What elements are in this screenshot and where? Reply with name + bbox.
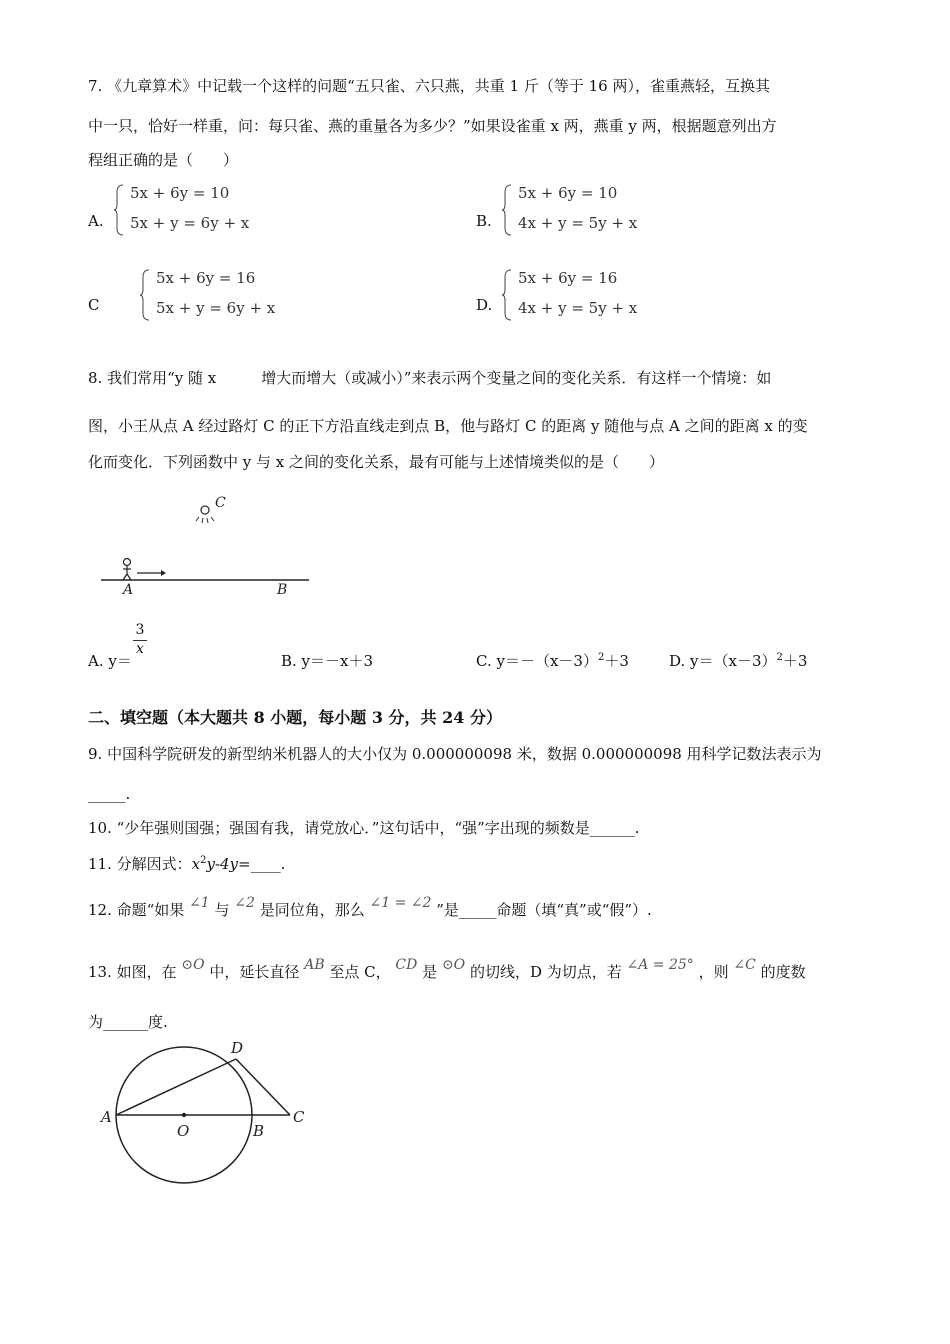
brace-icon [140,269,150,321]
q13-part3: 至点 C， [329,963,391,981]
q7-option-d-eq1: 5x + 6y = 16 [518,269,618,287]
q7-option-c-label: C [88,296,100,314]
q13-circle-o-2: ⊙O [441,957,466,973]
q12-part1: 12. 命题“如果 [88,901,185,919]
section-heading: 二、填空题（本大题共 8 小题，每小题 3 分，共 24 分） [88,708,502,727]
brace-icon [502,184,512,236]
q11-var-x: x [191,855,201,873]
q7-line1: 7. 《九章算术》中记载一个这样的问题“五只雀、六只燕，共重 1 斤（等于 16 两），雀重燕轻，互换其 [88,77,770,95]
label-a: A [101,1108,112,1126]
q13-angle-c: ∠C [733,957,756,973]
center-point [182,1113,186,1117]
label-c: C [293,1108,305,1126]
q13-part7: 的度数 [760,963,806,981]
q8-option-d-tail: ＋3 [782,652,808,670]
q13-part4: 是 [422,963,438,981]
q7-line3: 程组正确的是（ ） [88,151,239,169]
q9-line1: 9. 中国科学院研发的新型纳米机器人的大小仅为 0.000000098 米，数据 0.000000098 用科学记数法表示为 [88,745,822,763]
q8-option-d-main: D. y＝（x－3） [669,652,777,670]
q7-option-b-eq1: 5x + 6y = 10 [518,184,618,202]
q11-text [88,854,285,874]
q7-option-c-eq2: 5x + y = 6y + x [156,299,276,317]
q8-line2: 图，小王从点 A 经过路灯 C 的正下方沿直线走到点 B，他与路灯 C 的距离 y 随他与点 A 之间的距离 x 的变 [88,417,808,435]
q13-angle-a: ∠A = 25° [626,957,694,973]
q7-option-c-eq1: 5x + 6y = 16 [156,269,256,287]
q13-part2: 中，延长直径 [209,963,300,981]
q7-line2: 中一只，恰好一样重，问：每只雀、燕的重量各为多少？”如果设雀重 x 两，燕重 y 两，根据题意列出方 [88,117,777,135]
q8-option-c-main: C. y＝－（x－3） [476,652,598,670]
q7-option-d-eq2: 4x + y = 5y + x [518,299,638,317]
q12-part2: 与 [214,901,230,919]
label-o: O [177,1122,190,1140]
point-label-a: A [123,582,134,598]
fraction-denominator: x [133,640,147,657]
q12-angle-2: ∠2 [234,895,255,911]
lamp-label-c: C [215,495,226,511]
point-label-b: B [277,582,288,598]
q13-part5: 的切线，D 为切点，若 [469,963,622,981]
brace-icon [502,269,512,321]
q7-option-d-label: D. [476,296,493,314]
q11-exp: 2 [200,855,207,866]
q13-part6: ，则 [698,963,729,981]
q12-angle-1: ∠1 [189,895,210,911]
q11-prefix: 11. 分解因式： [88,855,192,873]
chord-ad [116,1059,236,1115]
q7-option-a-eq1: 5x + 6y = 10 [130,184,230,202]
q7-option-b-label: B. [476,212,492,230]
q13-line2: 为______度. [88,1013,168,1031]
q8-option-a [88,650,132,671]
q12-angle-equation: ∠1 = ∠2 [369,895,432,911]
walk-direction-arrow-icon [137,570,166,576]
q8-option-d-exp: 2 [776,652,783,663]
tangent-dc [236,1059,290,1115]
q8-option-c-exp: 2 [597,652,605,663]
q13-diameter-ab: AB [304,957,325,973]
q13-line1 [88,957,806,983]
q12-text [88,895,652,921]
q12-part3: 是同位角，那么 [259,901,365,919]
q8-line3: 化而变化．下列函数中 y 与 x 之间的变化关系，最有可能与上述情境类似的是（ ） [88,453,665,471]
q8-option-c-tail: ＋3 [604,652,629,670]
label-b: B [253,1122,265,1140]
q9-line2: _____. [88,785,131,803]
q8-figure [95,490,320,600]
fraction-numerator: 3 [135,622,145,638]
brace-icon [114,184,124,236]
q8-option-d [669,650,807,671]
q7-option-a-eq2: 5x + y = 6y + x [130,214,250,232]
q12-part4: ”是_____命题（填“真”或“假”）. [436,901,652,919]
q13-part1: 13. 如图，在 [88,963,177,981]
q10-text: 10. “少年强则国强；强国有我，请党放心．”这句话中，“强”字出现的频数是______. [88,819,640,837]
q8-option-a-prefix: A. y＝ [88,652,132,670]
q8-line1: 8. 我们常用“y 随 x 增大而增大（或减小）”来表示两个变量之间的变化关系．有这样一个情境：如 [88,369,772,387]
q13-circle-o: ⊙O [181,957,205,973]
q11-rest: y-4y=____. [206,855,286,873]
q7-option-b-eq2: 4x + y = 5y + x [518,214,638,232]
q8-option-c [476,650,629,671]
q13-figure [95,1040,335,1190]
q8-option-a-fraction [133,622,147,657]
person-icon [123,559,131,581]
q7-option-a-label: A. [88,212,104,230]
q13-line-cd: CD [395,957,418,973]
street-lamp-icon [196,506,214,523]
label-d: D [231,1040,244,1057]
q8-option-b: B. y＝－x＋3 [281,652,374,670]
